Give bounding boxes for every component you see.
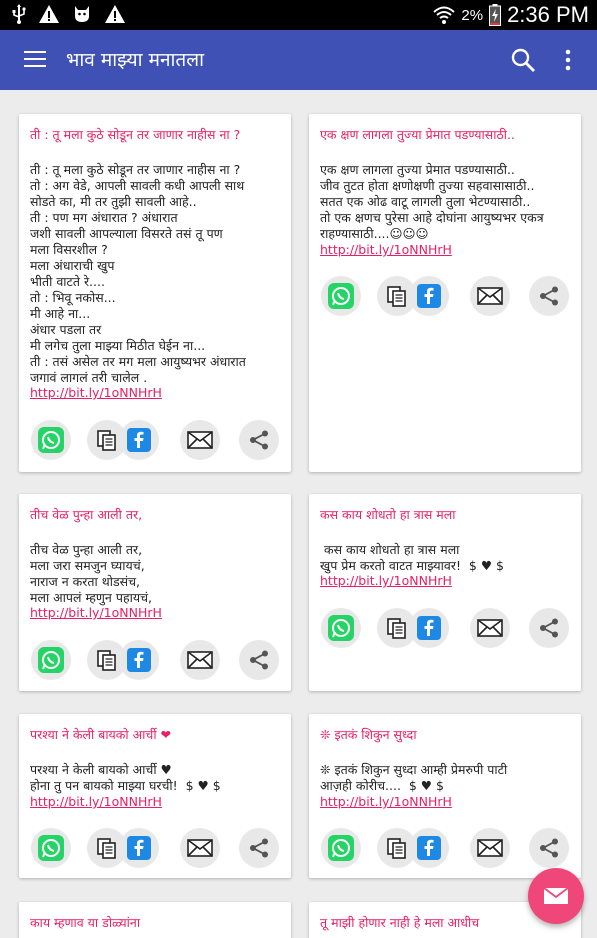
email-icon xyxy=(543,886,569,906)
card-title: कस काय शोधतो हा त्रास मला xyxy=(320,507,456,522)
share-icon xyxy=(538,837,560,859)
facebook-button[interactable] xyxy=(119,828,159,868)
wifi-icon xyxy=(433,5,455,25)
quote-card[interactable] xyxy=(19,114,291,472)
whatsapp-button[interactable] xyxy=(31,828,71,868)
facebook-icon xyxy=(126,427,152,453)
share-button[interactable] xyxy=(239,420,279,460)
whatsapp-button[interactable] xyxy=(321,276,361,316)
card-title: ती : तू मला कुठे सोडून तर जाणार नाहीस ना ? xyxy=(30,127,241,142)
quote-card[interactable] xyxy=(309,714,581,878)
quote-card[interactable] xyxy=(19,714,291,878)
share-icon xyxy=(538,617,560,639)
whatsapp-button[interactable] xyxy=(321,608,361,648)
email-icon xyxy=(187,838,213,858)
card-body: कस काय शोधतो हा त्रास मला खुप प्रेम करतो वाटत माझ्यावर! $ ♥ $ xyxy=(320,542,504,573)
card-body: परश्या ने केली बायको आर्ची ♥ होना तु पन बायको माझ्या घरची! $ ♥ $ xyxy=(30,762,221,793)
share-button[interactable] xyxy=(239,640,279,680)
email-button[interactable] xyxy=(470,276,510,316)
email-icon xyxy=(477,618,503,638)
usb-icon xyxy=(12,4,26,24)
status-bar xyxy=(0,0,597,30)
copy-icon xyxy=(96,649,118,671)
card-link[interactable]: http://bit.ly/1oNNHrH xyxy=(30,794,162,809)
facebook-button[interactable] xyxy=(119,420,159,460)
whatsapp-button[interactable] xyxy=(31,420,71,460)
card-body: एक क्षण लागला तुज्या प्रेमात पडण्यासाठी.. जीव तुटत होता क्षणोक्षणी तुज्या सहवासासाठी.. सतत एक ओढ वाटू लागली तुला भेटण्यासाठी.. तो एक क्षणच पुरेसा आहे दोघांना आयुष्यभर एकत्र राहण्यासाठी....☺☺☺ xyxy=(320,162,544,241)
share-icon xyxy=(248,837,270,859)
facebook-button[interactable] xyxy=(409,828,449,868)
whatsapp-icon xyxy=(37,834,65,862)
copy-icon xyxy=(96,837,118,859)
whatsapp-icon xyxy=(327,282,355,310)
status-time: 2:36 PM xyxy=(507,2,589,27)
card-link[interactable]: http://bit.ly/1oNNHrH xyxy=(30,605,162,620)
quote-card[interactable] xyxy=(19,494,291,691)
quote-card[interactable] xyxy=(309,494,581,691)
whatsapp-icon xyxy=(37,646,65,674)
card-title: काय म्हणाव या डोळ्यांना xyxy=(30,915,141,930)
app-title: भाव माझ्या मनातला xyxy=(66,49,205,71)
share-icon xyxy=(248,649,270,671)
card-body: तीच वेळ पुन्हा आली तर, मला जरा समजुन घ्यायचं, नाराज न करता थोडसंच, मला आपलं म्हणुन पहायचं, xyxy=(30,542,152,605)
whatsapp-icon xyxy=(327,614,355,642)
battery-percent: 2% xyxy=(461,6,484,24)
card-title: ❊ इतकं शिकुन सुध्दा xyxy=(320,727,417,742)
app-bar xyxy=(0,30,597,90)
copy-icon xyxy=(386,837,408,859)
whatsapp-icon xyxy=(37,426,65,454)
battery-icon xyxy=(489,4,501,26)
quote-card[interactable] xyxy=(309,114,581,472)
card-link[interactable]: http://bit.ly/1oNNHrH xyxy=(320,573,452,588)
card-link[interactable]: http://bit.ly/1oNNHrH xyxy=(320,242,452,257)
card-title: परश्या ने केली बायको आर्ची ❤ xyxy=(30,727,172,742)
facebook-button[interactable] xyxy=(409,276,449,316)
email-icon xyxy=(477,838,503,858)
card-title: एक क्षण लागला तुज्या प्रेमात पडण्यासाठी.. xyxy=(320,127,515,142)
cat-icon xyxy=(72,4,92,24)
card-title: तू माझी होणार नाही हे मला आधीच xyxy=(320,915,480,930)
share-button[interactable] xyxy=(529,276,569,316)
more-vert-icon[interactable] xyxy=(560,48,576,72)
copy-icon xyxy=(386,617,408,639)
card-link[interactable]: http://bit.ly/1oNNHrH xyxy=(30,385,162,400)
share-icon xyxy=(538,285,560,307)
card-link[interactable]: http://bit.ly/1oNNHrH xyxy=(320,794,452,809)
facebook-button[interactable] xyxy=(409,608,449,648)
email-button[interactable] xyxy=(180,420,220,460)
facebook-button[interactable] xyxy=(119,640,159,680)
facebook-icon xyxy=(126,835,152,861)
quote-card[interactable] xyxy=(19,902,291,938)
share-icon xyxy=(248,429,270,451)
email-icon xyxy=(187,430,213,450)
email-button[interactable] xyxy=(470,828,510,868)
card-title: तीच वेळ पुन्हा आली तर, xyxy=(30,507,143,522)
email-icon xyxy=(477,286,503,306)
search-icon[interactable] xyxy=(510,47,536,73)
email-button[interactable] xyxy=(180,828,220,868)
copy-icon xyxy=(96,429,118,451)
card-body: ❊ इतकं शिकुन सुध्दा आम्ही प्रेमरुपी पाटी आज़ही कोरीच.... $ ♥ $ xyxy=(320,762,508,793)
whatsapp-icon xyxy=(327,834,355,862)
share-button[interactable] xyxy=(529,608,569,648)
card-body: ती : तू मला कुठे सोडून तर जाणार नाहीस ना ? तो : अग वेडे, आपली सावली कधी आपली साथ सोडते का, मी तर तुझी सावली आहे.. ती : पण मग अंधारात ? अंधारात जशी सावली आपल्याला विसरते तसं तू पण मला विसरशील ? मला अंधाराची खुप भीती वाटते रे.... तो : भिवू नकोस... मी आहे ना... अंधार पडला तर मी लगेच तुला माझ्या मिठीत घेईन ना... ती : तसं असेल तर मग मला आयुष्यभर अंधारात जगावं लागलं तरी चालेल . xyxy=(30,162,246,385)
share-button[interactable] xyxy=(239,828,279,868)
email-fab-button[interactable] xyxy=(528,868,584,924)
copy-icon xyxy=(386,285,408,307)
whatsapp-button[interactable] xyxy=(321,828,361,868)
email-button[interactable] xyxy=(470,608,510,648)
email-icon xyxy=(187,650,213,670)
warning-icon xyxy=(38,4,60,24)
email-button[interactable] xyxy=(180,640,220,680)
facebook-icon xyxy=(126,647,152,673)
facebook-icon xyxy=(416,615,442,641)
warning-icon xyxy=(104,4,126,24)
share-button[interactable] xyxy=(529,828,569,868)
facebook-icon xyxy=(416,283,442,309)
menu-icon[interactable] xyxy=(24,51,46,69)
whatsapp-button[interactable] xyxy=(31,640,71,680)
facebook-icon xyxy=(416,835,442,861)
